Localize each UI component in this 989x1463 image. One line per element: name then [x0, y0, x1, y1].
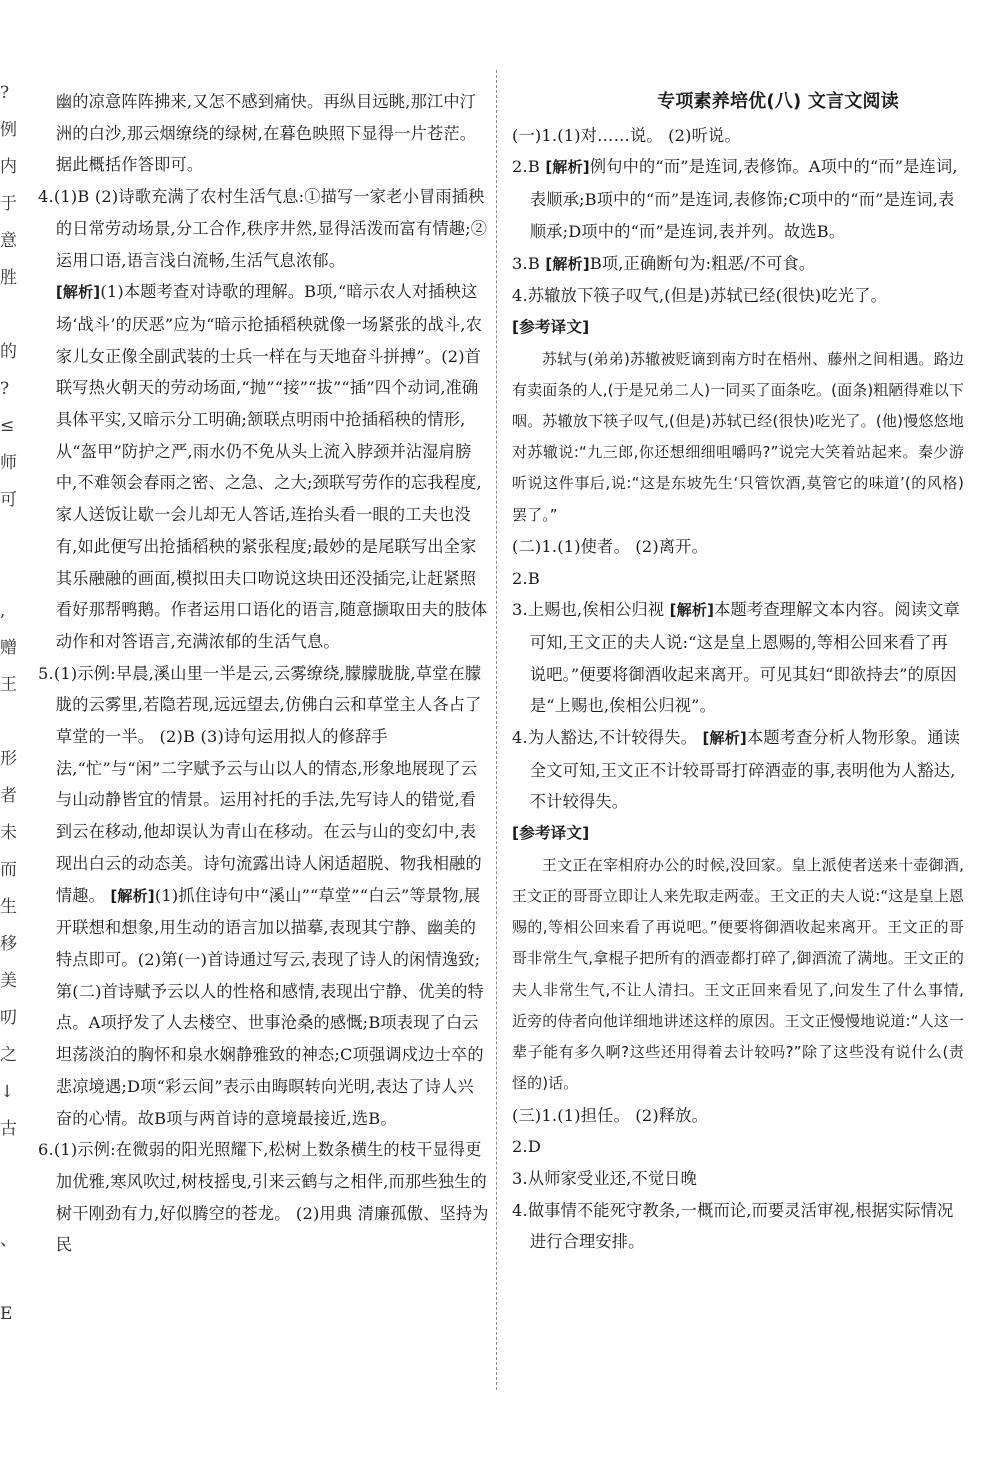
q6-answer: 6.(1)示例:在微弱的阳光照耀下,松树上数条横生的枝干显得更加优雅,寒风吹过,树枝摇曳,引来云鹤与之相伴,而那些独生的树干刚劲有力,好似腾空的苍龙。 (2)用典 清廉孤傲、坚持为民	[38, 1140, 489, 1255]
s1-q2: 2.B	[512, 157, 540, 177]
q5-answer: 5.(1)示例:早晨,溪山里一半是云,云雾缭绕,朦朦胧胧,草堂在朦胧的云雾里,若隐若现,远远望去,仿佛白云和草堂主人各占了草堂的一半。 (2)B (3)诗句运用拟人的修辞手法,“忙”与“闲”二字赋予云与山以人的情态,形象地展现了云与山动静皆宜的情景。运用衬托的手法,先写诗人的错觉,看到云在移动,他却误认为青山在移动。在云与山的变幻中,表现出白云的动态美。诗句流露出诗人闲适超脱、物我相融的情趣。	[38, 663, 482, 905]
edge-fragment	[0, 556, 20, 593]
s3-q4: 4.做事情不能死守教条,一概而论,而要灵活审视,根据实际情况进行合理安排。	[512, 1200, 954, 1252]
reference-translation-heading: [参考译文]	[512, 317, 590, 336]
edge-fragment: 于	[0, 194, 17, 214]
s2-q3: 3.上赐也,俟相公归视	[512, 600, 665, 620]
edge-fragment: ,	[0, 601, 6, 621]
analysis-tag: [解析]	[669, 601, 715, 620]
s1-q4: 4.苏辙放下筷子叹气,(但是)苏轼已经(很快)吃光了。	[512, 286, 887, 306]
edge-fragment	[0, 704, 20, 741]
s1-q2-block	[512, 151, 964, 247]
edge-fragment: 王	[0, 675, 17, 695]
column-divider	[496, 70, 497, 1390]
q4-analysis-block	[38, 276, 490, 657]
edge-fragment: ?	[0, 83, 10, 103]
q4-answer: 4.(1)B (2)诗歌充满了农村生活气息:①描写一家老小冒雨插秧的日常劳动场景,分工合作,秩序井然,显得活泼而富有情趣;②运用口语,语言浅白流畅,生活气息浓郁。	[38, 187, 488, 270]
edge-fragment: ?	[0, 379, 10, 399]
left-edge-fragments	[0, 75, 20, 1333]
edge-fragment: 例	[0, 120, 17, 140]
analysis-tag: [解析]	[545, 158, 590, 177]
analysis-tag: [解析]	[702, 729, 747, 748]
edge-fragment	[0, 519, 20, 556]
s2-q4: 4.为人豁达,不计较得失。	[512, 728, 698, 748]
s3-q2: 2.D	[512, 1137, 542, 1157]
edge-fragment: E	[0, 1304, 13, 1324]
left-column	[38, 86, 490, 1261]
s2-q2: 2.B	[512, 568, 540, 588]
edge-fragment	[0, 1185, 20, 1222]
edge-fragment	[0, 1259, 20, 1296]
s1-q1: (一)1.(1)对……说。 (2)听说。	[512, 125, 741, 145]
edge-fragment: 古	[0, 1119, 17, 1139]
edge-fragment: 生	[0, 897, 17, 917]
s1-q3-analysis: B项,正确断句为:粗恶/不可食。	[589, 253, 816, 273]
edge-fragment	[0, 297, 20, 334]
s1-q2-analysis: 例句中的“而”是连词,表修饰。A项中的“而”是连词,表顺承;B项中的“而”是连词,表修饰;C项中的“而”是连词,表顺承;D项中的“而”是连词,表并列。故选B。	[529, 157, 958, 241]
q5-block	[38, 658, 490, 1135]
s3-q1: (三)1.(1)担任。 (2)释放。	[512, 1105, 708, 1125]
edge-fragment: 的	[0, 342, 17, 362]
q4-analysis: (1)本题考查对诗歌的理解。B项,“暗示农人对插秧这场‘战斗’的厌恶”应为“暗示抢插稻秧就像一场紧张的战斗,农家儿女正像全副武装的士兵一样在与天地奋斗拼搏”。(2)首联写热火朝天的劳动场面,“抛”“接”“拔”“插”四个动词,准确具体平实,又暗示分工明确;颔联点明雨中抢插稻秧的情形,从“盔甲”防护之严,雨水仍不免从头上流入脖颈并沾湿肩膀中,不难领会春雨之密、之急、之大;颈联写劳作的忘我程度,家人送饭让歇一会儿却无人答话,连抬头看一眼的工夫也没有,如此便写出抢插稻秧的紧张程度;最妙的是尾联写出全家其乐融融的画面,模拟田夫口吻说这块田还没插完,让赶紧照看好那帮鸭鹅。作者运用口语化的语言,随意撷取田夫的肢体动作和对答语言,充满浓郁的生活气息。	[55, 282, 488, 651]
s2-q3-block	[512, 594, 964, 722]
s1-q3-block	[512, 248, 964, 281]
s1-q3: 3.B	[512, 253, 540, 273]
edge-fragment: 之	[0, 1045, 17, 1065]
edge-fragment: 叨	[0, 1008, 17, 1028]
edge-fragment: 内	[0, 157, 17, 177]
edge-fragment: ↓	[0, 1082, 15, 1102]
s2-q1: (二)1.(1)使者。 (2)离开。	[512, 536, 708, 556]
edge-fragment: 师	[0, 453, 17, 473]
edge-fragment: 而	[0, 860, 17, 880]
s2-q4-block	[512, 722, 964, 818]
edge-fragment: 胜	[0, 268, 17, 288]
reference-translation-2: 王文正在宰相府办公的时候,没回家。皇上派使者送来十壶御酒,王文正的哥哥立即让人来先取走两壶。王文正的夫人说:“这是皇上恩赐的,等相公回来看了再说吧。”便要将御酒收起来离开。王文正的哥哥非常生气,拿棍子把所有的酒壶都打碎了,御酒流了满地。王文正的夫人非常生气,不让人清扫。王文正回来看见了,问发生了什么事情,近旁的侍者向他详细地讲述这样的原因。王文正慢慢地说道:“人这一辈子能有多久啊?这些还用得着去计较吗?”除了这些没有说什么(责怪的)话。	[512, 855, 964, 1093]
reference-translation-1: 苏轼与(弟弟)苏辙被贬谪到南方时在梧州、藤州之间相遇。路边有卖面条的人,(于是兄弟二人)一同买了面条吃。(面条)粗陋得难以下咽。苏辙放下筷子叹气,(但是)苏轼已经(很快)吃光了。(他)慢悠悠地对苏辙说:“九三郎,你还想细细咀嚼吗?”说完大笑着站起来。秦少游听说这件事后,说:“这是东坡先生‘只管饮酒,莫管它的味道’(的风格)罢了。”	[512, 349, 964, 524]
edge-fragment: ≤	[0, 416, 15, 436]
edge-fragment	[0, 1148, 20, 1185]
s2-q3-analysis: 本题考查理解文本内容。阅读文章可知,王文正的夫人说:“这是皇上恩赐的,等相公回来看了再说吧。”便要将御酒收起来离开。可见其妇“即欲持去”的原因是“上赐也,俟相公归视”。	[529, 600, 960, 716]
edge-fragment: 者	[0, 786, 17, 806]
analysis-tag: [解析]	[55, 283, 101, 302]
edge-fragment: 形	[0, 749, 17, 769]
edge-fragment: 意	[0, 231, 17, 251]
section-title: 专项素养培优(八) 文言文阅读	[657, 91, 899, 112]
edge-fragment: 美	[0, 971, 17, 991]
right-column	[512, 86, 964, 1258]
edge-fragment: 可	[0, 490, 17, 510]
reference-translation-heading: [参考译文]	[512, 824, 590, 843]
s2-q4-analysis: 本题考查分析人物形象。通读全文可知,王文正不计较哥哥打碎酒壶的事,表明他为人豁达,不计较得失。	[529, 728, 960, 812]
q5-analysis: (1)抓住诗句中“溪山”“草堂”“白云”等景物,展开联想和想象,用生动的语言加以描摹,表现其宁静、幽美的特点即可。(2)第(一)首诗通过写云,表现了诗人的闲情逸致;第(二)首诗赋予云以人的性格和感情,表现出宁静、优美的特点。A项抒发了人去楼空、世事沧桑的感慨;B项表现了白云坦荡淡泊的胸怀和泉水娴静雅致的神态;C项强调戍边士卒的悲凉境遇;D项“彩云间”表示由晦暝转向光明,表达了诗人兴奋的心情。故B项与两首诗的意境最接近,选B。	[55, 885, 484, 1128]
intro-text: 幽的凉意阵阵拂来,又怎不感到痛快。再纵目远眺,那江中汀洲的白沙,那云烟缭绕的绿树,在暮色映照下显得一片苍茫。据此概括作答即可。	[55, 92, 477, 175]
edge-fragment: 未	[0, 823, 17, 843]
s3-q3: 3.从师家受业还,不觉日晚	[512, 1168, 698, 1188]
edge-fragment: 赠	[0, 638, 17, 658]
edge-fragment: 、	[0, 1230, 17, 1250]
edge-fragment: 移	[0, 934, 17, 954]
analysis-tag: [解析]	[545, 254, 590, 273]
analysis-tag: [解析]	[110, 886, 155, 905]
